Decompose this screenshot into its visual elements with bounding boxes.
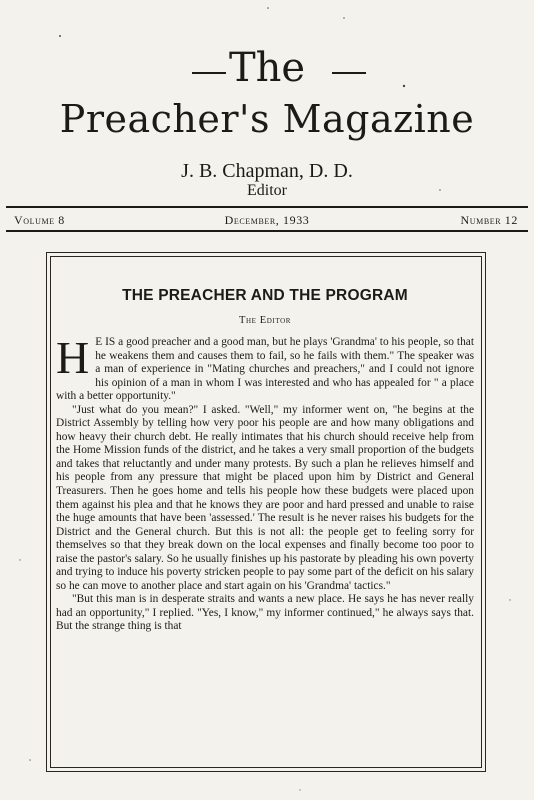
article-body	[56, 332, 474, 634]
editor-name: J. B. Chapman, D. D.	[181, 160, 353, 182]
masthead-the-line	[0, 45, 534, 91]
right-ornament-dash	[332, 72, 366, 74]
masthead-the: The	[228, 45, 306, 91]
article	[56, 278, 474, 634]
drop-cap: H	[56, 332, 90, 383]
issue-number: Number 12	[460, 213, 518, 227]
article-paragraph-3: "But this man is in desperate straits and wants a new place. He says he has never really had an opportunity," I replied. "Yes, I know," my informer continued," he always says that. But the strange thing is that	[56, 593, 474, 633]
issue-volume: Volume 8	[14, 213, 65, 227]
editor-role: Editor	[247, 182, 287, 199]
issue-info-line	[10, 211, 524, 229]
article-paragraph-2: "Just what do you mean?" I asked. "Well," my informer went on, "he begins at the District Assembly by telling how very poor his people are and how many obligations and how heavy their church debt. He really intimates that his church should receive help from the Home Mission funds of the district, and he takes a very small proportion of the budgets and takes that reluctantly and under many protests. By such a plan he relieves himself and his people from any pressure that might be placed upon him by District and General Treasurers. Then he goes home and tells his people how these budgets were placed upon them against his plea and that he knows they are poor and hard pressed and unable to raise the huge amounts that have been 'assessed.' The result is he never raises his budgets for the District and the General church. But this is not all: the people get to feeling sorry for themselves so that they break down on the local expenses and finally become too poor to raise the pastor's salary. So he usually finishes up his pastorate by pleading his own poverty and trying to induce his poverty stricken people to pay some part of the deficit on his salary so he can move to another place and start again on his 'Grandma' tactics."	[56, 403, 474, 592]
article-author: The Editor	[238, 315, 292, 326]
issue-rule-bottom	[6, 230, 528, 232]
issue-rule-top	[6, 206, 528, 208]
paragraph-1-text: E IS a good preacher and a good man, but he plays 'Grandma' to his people, so that he weakens them and causes them to fail, so he fails with them." The speaker was a man of experience in "Mating churches and preachers," and I could not ignore his opinion of a man in whom I was interested and who has appealed for " a place with a better opportunity."	[56, 336, 474, 403]
article-paragraph-1	[56, 332, 474, 404]
article-title: THE PREACHER AND THE PROGRAM	[122, 287, 408, 304]
issue-date: December, 1933	[224, 213, 310, 227]
magazine-title: Preacher's Magazine	[59, 97, 475, 141]
